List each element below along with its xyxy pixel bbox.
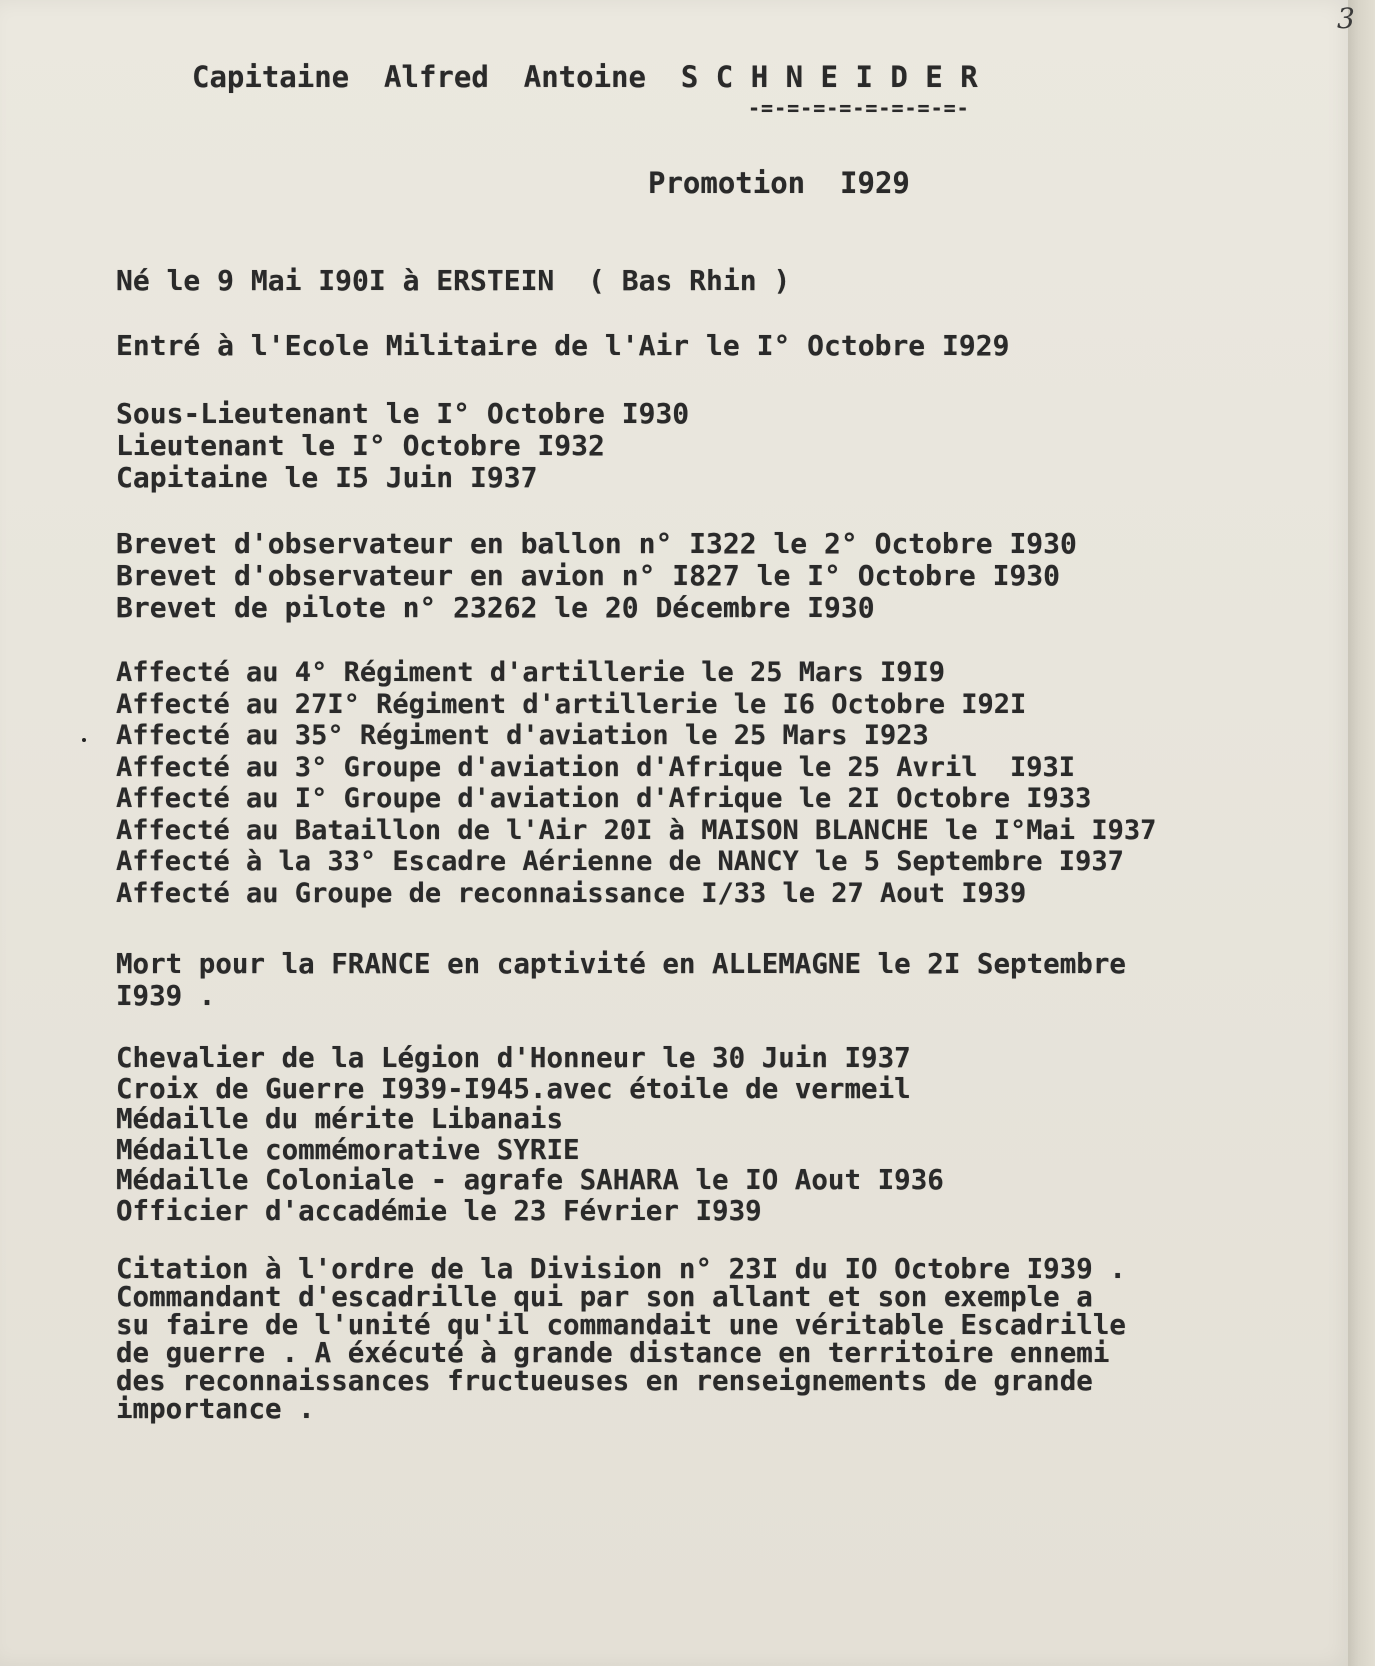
decoration-line: Chevalier de la Légion d'Honneur le 30 Juin I937 (116, 1042, 911, 1074)
brevet-line: Brevet d'observateur en avion n° I827 le I° Octobre I930 (116, 559, 1061, 592)
brevets-section (116, 528, 1077, 624)
citation-line: Citation à l'ordre de la Division n° 23I du IO Octobre I939 . (116, 1253, 1126, 1285)
assignments-section (116, 657, 1156, 909)
promotion-year: Promotion I929 (648, 166, 910, 200)
assignment-line: Affecté au 27I° Régiment d'artillerie le I6 Octobre I92I (116, 688, 1027, 720)
citation-line: importance . (116, 1393, 315, 1425)
page-number-mark: 3 (1337, 2, 1355, 35)
citation-line: su faire de l'unité qu'il commandait une véritable Escadrille (116, 1309, 1126, 1341)
title-underline: -=-=-=-=-=-=-=-=- (748, 96, 970, 120)
rank-line: Lieutenant le I° Octobre I932 (116, 429, 605, 462)
rank-line: Sous-Lieutenant le I° Octobre I930 (116, 397, 690, 430)
death-line: I939 . (116, 980, 216, 1012)
assignment-line: Affecté au 3° Groupe d'aviation d'Afrique le 25 Avril I93I (116, 751, 1076, 783)
citation-line: de guerre . A éxécuté à grande distance en territoire ennemi (116, 1337, 1110, 1369)
citation-section (116, 1255, 1126, 1423)
assignment-line: Affecté au 4° Régiment d'artillerie le 25 Mars I9I9 (116, 657, 946, 688)
birth-section (116, 265, 790, 297)
brevet-line: Brevet de pilote n° 23262 le 20 Décembre I930 (116, 591, 875, 624)
decoration-line: Officier d'accadémie le 23 Février I939 (116, 1194, 762, 1227)
citation-line: Commandant d'escadrille qui par son allant et son exemple a (116, 1281, 1093, 1313)
decorations-section (116, 1043, 944, 1226)
decoration-line: Médaille commémorative SYRIE (116, 1133, 580, 1166)
ink-speck (82, 738, 86, 742)
assignment-line: Affecté au Bataillon de l'Air 20I à MAISON BLANCHE le I°Mai I937 (116, 814, 1157, 846)
ranks-section (116, 398, 689, 494)
entry-section (116, 330, 1009, 362)
entry-line: Entré à l'Ecole Militaire de l'Air le I° Octobre I929 (116, 329, 1010, 362)
page-title: Capitaine Alfred Antoine S C H N E I D E R (192, 60, 978, 94)
death-section (116, 948, 1126, 1012)
assignment-line: Affecté au I° Groupe d'aviation d'Afrique le 2I Octobre I933 (116, 783, 1092, 814)
decoration-line: Croix de Guerre I939-I945.avec étoile de vermeil (116, 1072, 911, 1105)
citation-line: des reconnaissances fructueuses en renseignements de grande (116, 1365, 1093, 1397)
assignment-line: Affecté à la 33° Escadre Aérienne de NANCY le 5 Septembre I937 (116, 846, 1124, 877)
assignment-line: Affecté au Groupe de reconnaissance I/33 le 27 Aout I939 (116, 877, 1027, 909)
decoration-line: Médaille du mérite Libanais (116, 1103, 564, 1135)
death-line: Mort pour la FRANCE en captivité en ALLEMAGNE le 2I Septembre (116, 948, 1126, 980)
birth-line: Né le 9 Mai I90I à ERSTEIN ( Bas Rhin ) (116, 264, 791, 297)
decoration-line: Médaille Coloniale - agrafe SAHARA le IO Aout I936 (116, 1164, 944, 1196)
page-edge (1348, 0, 1375, 1666)
assignment-line: Affecté au 35° Régiment d'aviation le 25 Mars I923 (116, 720, 929, 751)
rank-line: Capitaine le I5 Juin I937 (116, 461, 538, 494)
brevet-line: Brevet d'observateur en ballon n° I322 le 2° Octobre I930 (116, 527, 1077, 560)
